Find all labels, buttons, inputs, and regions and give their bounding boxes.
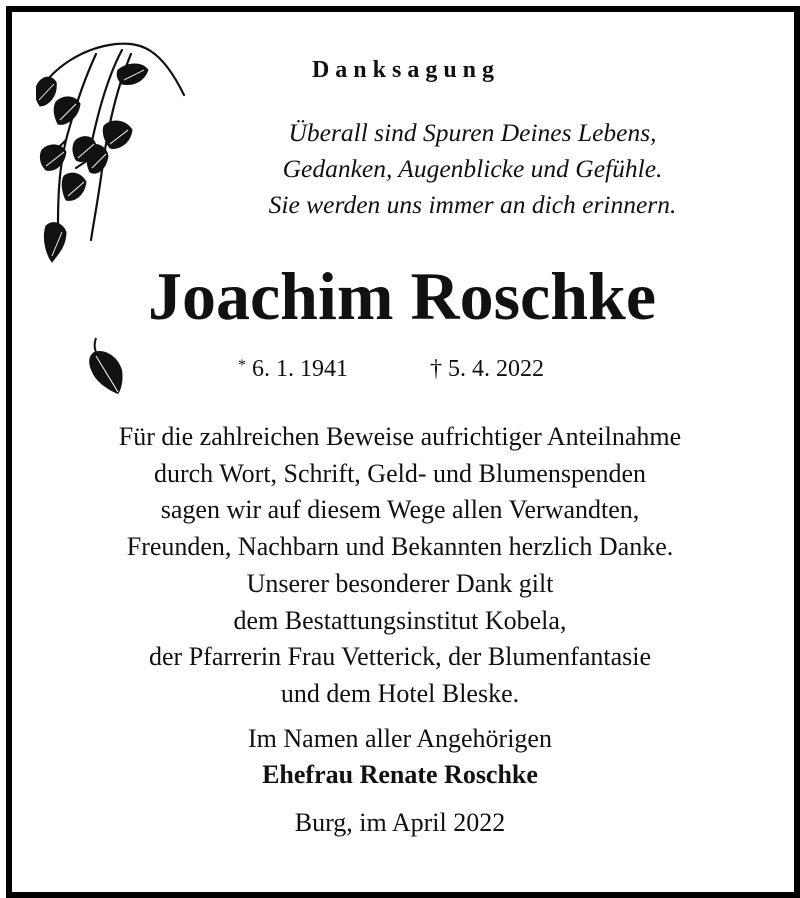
thanks-text [0, 419, 800, 713]
thanks-line: Unserer besonderer Dank gilt [246, 568, 554, 598]
heading: Danksagung [311, 57, 501, 83]
signoff-name: Ehefrau Renate Roschke [262, 760, 538, 789]
verse-line: Sie werden uns immer an dich erinnern. [268, 190, 677, 219]
death-symbol: † [430, 356, 442, 382]
verse [0, 115, 800, 223]
thanks-line: der Pfarrerin Frau Vetterick, der Blumenfantasie [149, 642, 651, 672]
thanks-line: durch Wort, Schrift, Geld- und Blumenspenden [153, 458, 647, 488]
verse-line: Gedanken, Augenblicke und Gefühle. [282, 154, 663, 183]
birth-date [238, 356, 348, 383]
death-date-value: 5. 4. 2022 [448, 356, 544, 382]
birth-symbol: * [238, 357, 246, 374]
death-date [430, 356, 544, 383]
birth-date-value: 6. 1. 1941 [252, 356, 348, 382]
thanks-line: Freunden, Nachbarn und Bekannten herzlich Danke. [126, 532, 674, 562]
verse-line: Überall sind Spuren Deines Lebens, [288, 118, 657, 147]
leaf-icon [84, 336, 128, 396]
thanks-line: Für die zahlreichen Beweise aufrichtiger Anteilnahme [118, 422, 682, 451]
thanks-line: sagen wir auf diesem Wege allen Verwandten, [160, 495, 640, 525]
place-date: Burg, im April 2022 [294, 808, 506, 837]
signoff-intro: Im Namen aller Angehörigen [248, 724, 552, 753]
deceased-name: Joachim Roschke [147, 258, 657, 334]
signoff [0, 721, 800, 793]
thanks-line: und dem Hotel Bleske. [280, 678, 520, 708]
thanks-line: dem Bestattungsinstitut Kobela, [233, 605, 567, 635]
